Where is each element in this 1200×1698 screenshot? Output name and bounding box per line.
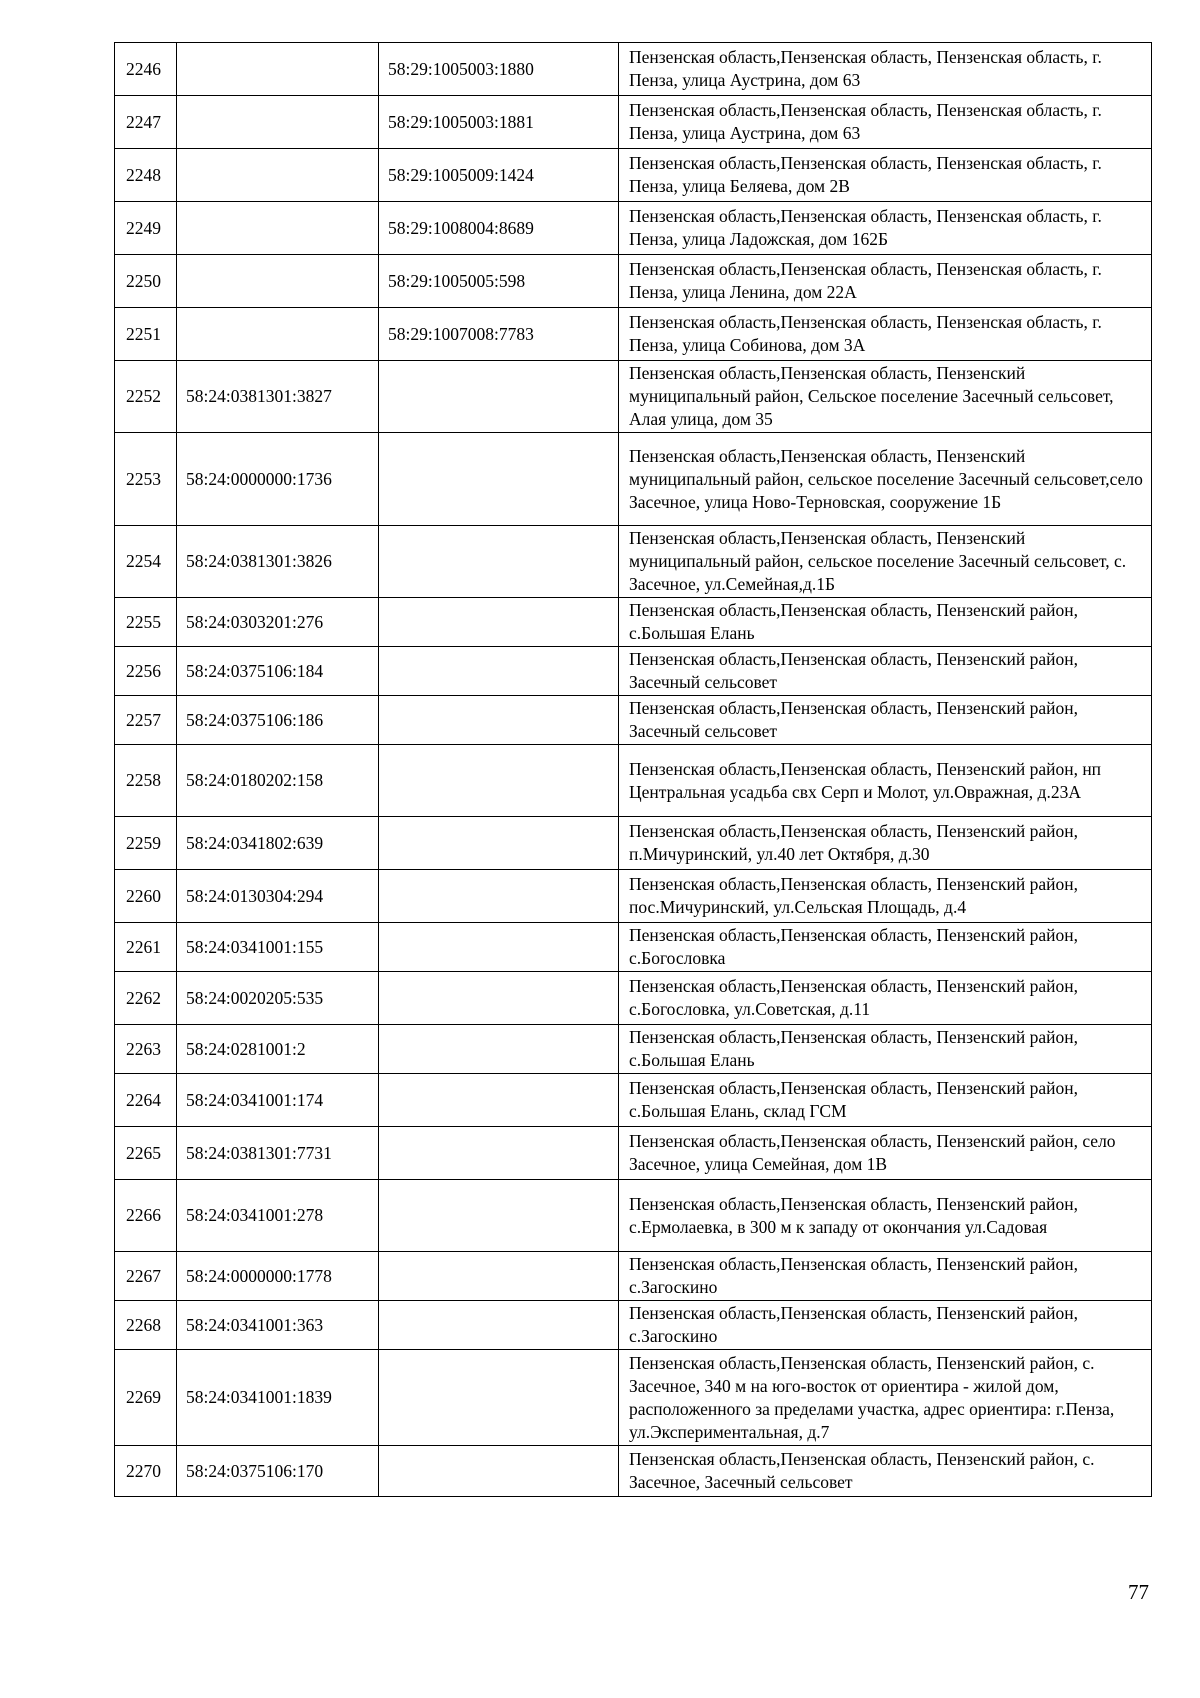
table-row	[115, 149, 1152, 202]
cadastral-number-primary: 58:24:0303201:276	[177, 598, 379, 647]
address-cell: Пензенская область,Пензенская область, Пензенский район, с. Засечное, Засечный сельсовет	[619, 1446, 1152, 1497]
cadastral-number-primary: 58:24:0281001:2	[177, 1025, 379, 1074]
table-row	[115, 923, 1152, 972]
address-cell: Пензенская область,Пензенская область, Пензенский район, с.Большая Елань	[619, 598, 1152, 647]
table-row	[115, 1074, 1152, 1127]
table-row	[115, 96, 1152, 149]
cadastral-number-secondary	[379, 972, 619, 1025]
address-cell: Пензенская область,Пензенская область, Пензенский муниципальный район, сельское поселение Засечный сельсовет, с. Засечное, ул.Семейная,д.1Б	[619, 526, 1152, 598]
registry-table	[114, 42, 1152, 1497]
row-number: 2268	[115, 1301, 177, 1350]
registry-table-body	[115, 43, 1152, 1497]
row-number: 2269	[115, 1350, 177, 1446]
cadastral-number-primary	[177, 255, 379, 308]
cadastral-number-primary: 58:24:0375106:186	[177, 696, 379, 745]
table-row	[115, 202, 1152, 255]
cadastral-number-secondary: 58:29:1008004:8689	[379, 202, 619, 255]
cadastral-number-secondary	[379, 696, 619, 745]
table-row	[115, 433, 1152, 526]
cadastral-number-primary: 58:24:0000000:1736	[177, 433, 379, 526]
address-cell: Пензенская область,Пензенская область, Пензенский район, пос.Мичуринский, ул.Сельская Площадь, д.4	[619, 870, 1152, 923]
cadastral-number-secondary	[379, 1074, 619, 1127]
row-number: 2270	[115, 1446, 177, 1497]
cadastral-number-primary: 58:24:0341001:278	[177, 1180, 379, 1252]
row-number: 2267	[115, 1252, 177, 1301]
address-cell: Пензенская область,Пензенская область, Пензенская область, г. Пенза, улица Ладожская, дом 162Б	[619, 202, 1152, 255]
table-row	[115, 1180, 1152, 1252]
cadastral-number-secondary	[379, 1025, 619, 1074]
cadastral-number-primary: 58:24:0341001:155	[177, 923, 379, 972]
address-cell: Пензенская область,Пензенская область, Пензенский район, с.Ермолаевка, в 300 м к западу от окончания ул.Садовая	[619, 1180, 1152, 1252]
address-cell: Пензенская область,Пензенская область, Пензенский район, нп Центральная усадьба свх Серп и Молот, ул.Овражная, д.23А	[619, 745, 1152, 817]
table-row	[115, 1446, 1152, 1497]
cadastral-number-secondary	[379, 647, 619, 696]
address-cell: Пензенская область,Пензенская область, Пензенский район, с.Загоскино	[619, 1252, 1152, 1301]
address-cell: Пензенская область,Пензенская область, Пензенский район, с. Засечное, 340 м на юго-восток от ориентира - жилой дом, расположенного за пределами участка, адрес ориентира: г.Пенза, ул.Экспериментальная, д.7	[619, 1350, 1152, 1446]
row-number: 2251	[115, 308, 177, 361]
table-row	[115, 526, 1152, 598]
address-cell: Пензенская область,Пензенская область, Пензенская область, г. Пенза, улица Аустрина, дом 63	[619, 43, 1152, 96]
table-row	[115, 598, 1152, 647]
row-number: 2264	[115, 1074, 177, 1127]
table-row	[115, 817, 1152, 870]
cadastral-number-primary: 58:24:0375106:184	[177, 647, 379, 696]
cadastral-number-secondary	[379, 526, 619, 598]
table-row	[115, 745, 1152, 817]
address-cell: Пензенская область,Пензенская область, Пензенский район, село Засечное, улица Семейная, дом 1В	[619, 1127, 1152, 1180]
table-row	[115, 43, 1152, 96]
cadastral-number-primary: 58:24:0375106:170	[177, 1446, 379, 1497]
row-number: 2250	[115, 255, 177, 308]
cadastral-number-primary: 58:24:0341802:639	[177, 817, 379, 870]
address-cell: Пензенская область,Пензенская область, Пензенский муниципальный район, Сельское поселение Засечный сельсовет, Алая улица, дом 35	[619, 361, 1152, 433]
cadastral-number-secondary	[379, 361, 619, 433]
cadastral-number-primary	[177, 43, 379, 96]
address-cell: Пензенская область,Пензенская область, Пензенский муниципальный район, сельское поселение Засечный сельсовет,село Засечное, улица Ново-Терновская, сооружение 1Б	[619, 433, 1152, 526]
address-cell: Пензенская область,Пензенская область, Пензенская область, г. Пенза, улица Собинова, дом 3А	[619, 308, 1152, 361]
cadastral-number-secondary	[379, 1350, 619, 1446]
cadastral-number-primary: 58:24:0381301:7731	[177, 1127, 379, 1180]
row-number: 2253	[115, 433, 177, 526]
row-number: 2252	[115, 361, 177, 433]
table-row	[115, 1025, 1152, 1074]
table-row	[115, 1252, 1152, 1301]
address-cell: Пензенская область,Пензенская область, Пензенский район, п.Мичуринский, ул.40 лет Октября, д.30	[619, 817, 1152, 870]
address-cell: Пензенская область,Пензенская область, Пензенский район, с.Богословка	[619, 923, 1152, 972]
address-cell: Пензенская область,Пензенская область, Пензенский район, Засечный сельсовет	[619, 696, 1152, 745]
cadastral-number-primary	[177, 202, 379, 255]
cadastral-number-primary	[177, 96, 379, 149]
row-number: 2261	[115, 923, 177, 972]
table-row	[115, 255, 1152, 308]
cadastral-number-secondary: 58:29:1007008:7783	[379, 308, 619, 361]
table-row	[115, 361, 1152, 433]
row-number: 2256	[115, 647, 177, 696]
cadastral-number-secondary: 58:29:1005003:1881	[379, 96, 619, 149]
table-row	[115, 1301, 1152, 1350]
cadastral-number-primary: 58:24:0381301:3827	[177, 361, 379, 433]
row-number: 2265	[115, 1127, 177, 1180]
cadastral-number-secondary	[379, 1446, 619, 1497]
cadastral-number-secondary	[379, 1180, 619, 1252]
cadastral-number-secondary	[379, 745, 619, 817]
cadastral-number-secondary	[379, 1127, 619, 1180]
row-number: 2254	[115, 526, 177, 598]
table-row	[115, 696, 1152, 745]
table-row	[115, 870, 1152, 923]
table-row	[115, 308, 1152, 361]
row-number: 2259	[115, 817, 177, 870]
address-cell: Пензенская область,Пензенская область, Пензенская область, г. Пенза, улица Аустрина, дом 63	[619, 96, 1152, 149]
cadastral-number-secondary	[379, 923, 619, 972]
cadastral-number-primary: 58:24:0180202:158	[177, 745, 379, 817]
row-number: 2263	[115, 1025, 177, 1074]
row-number: 2248	[115, 149, 177, 202]
row-number: 2249	[115, 202, 177, 255]
cadastral-number-primary: 58:24:0130304:294	[177, 870, 379, 923]
cadastral-number-secondary: 58:29:1005009:1424	[379, 149, 619, 202]
row-number: 2247	[115, 96, 177, 149]
table-row	[115, 972, 1152, 1025]
cadastral-number-primary: 58:24:0000000:1778	[177, 1252, 379, 1301]
address-cell: Пензенская область,Пензенская область, Пензенский район, с.Загоскино	[619, 1301, 1152, 1350]
table-row	[115, 647, 1152, 696]
row-number: 2266	[115, 1180, 177, 1252]
address-cell: Пензенская область,Пензенская область, Пензенский район, с.Большая Елань	[619, 1025, 1152, 1074]
table-row	[115, 1127, 1152, 1180]
address-cell: Пензенская область,Пензенская область, Пензенский район, Засечный сельсовет	[619, 647, 1152, 696]
address-cell: Пензенская область,Пензенская область, Пензенский район, с.Богословка, ул.Советская, д.11	[619, 972, 1152, 1025]
row-number: 2257	[115, 696, 177, 745]
cadastral-number-secondary: 58:29:1005003:1880	[379, 43, 619, 96]
cadastral-number-secondary	[379, 433, 619, 526]
cadastral-number-primary	[177, 308, 379, 361]
row-number: 2262	[115, 972, 177, 1025]
address-cell: Пензенская область,Пензенская область, Пензенский район, с.Большая Елань, склад ГСМ	[619, 1074, 1152, 1127]
cadastral-number-primary: 58:24:0020205:535	[177, 972, 379, 1025]
cadastral-number-secondary	[379, 817, 619, 870]
address-cell: Пензенская область,Пензенская область, Пензенская область, г. Пенза, улица Беляева, дом 2В	[619, 149, 1152, 202]
address-cell: Пензенская область,Пензенская область, Пензенская область, г. Пенза, улица Ленина, дом 22А	[619, 255, 1152, 308]
cadastral-number-primary: 58:24:0341001:363	[177, 1301, 379, 1350]
row-number: 2260	[115, 870, 177, 923]
cadastral-number-secondary	[379, 1252, 619, 1301]
page-number: 77	[1128, 1580, 1149, 1604]
cadastral-number-secondary	[379, 870, 619, 923]
cadastral-number-primary: 58:24:0381301:3826	[177, 526, 379, 598]
row-number: 2255	[115, 598, 177, 647]
table-row	[115, 1350, 1152, 1446]
row-number: 2246	[115, 43, 177, 96]
cadastral-number-secondary: 58:29:1005005:598	[379, 255, 619, 308]
row-number: 2258	[115, 745, 177, 817]
cadastral-number-secondary	[379, 1301, 619, 1350]
cadastral-number-primary: 58:24:0341001:174	[177, 1074, 379, 1127]
cadastral-number-primary	[177, 149, 379, 202]
cadastral-number-secondary	[379, 598, 619, 647]
cadastral-number-primary: 58:24:0341001:1839	[177, 1350, 379, 1446]
